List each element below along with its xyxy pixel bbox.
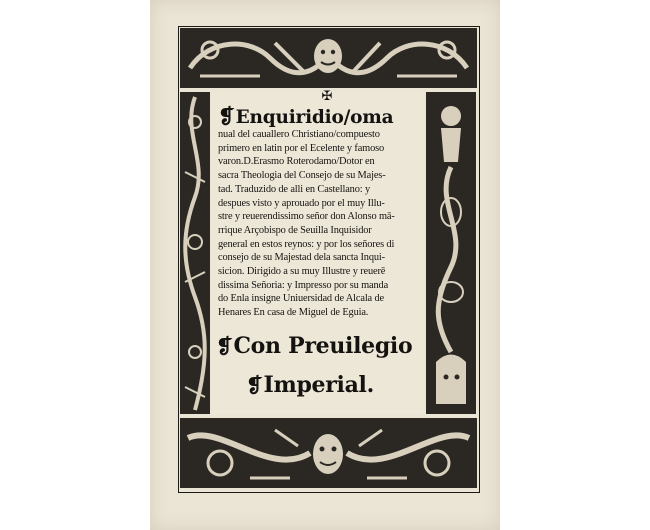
privilege-heading (216, 333, 422, 359)
book-title-text: Enquiridio/oma (235, 107, 394, 128)
description-line: despues visto y aprouado por el muy Illu- (218, 197, 385, 209)
description-line: varon.D.Erasmo Roterodamo/Dotor en (218, 156, 375, 168)
pilcrow-icon: ❡ (218, 104, 235, 128)
pilcrow-icon: ❡ (246, 373, 263, 397)
woodcut-ornament-icon (180, 92, 210, 414)
description-line: rrique Arçobispo de Seuilla Inquisidor (218, 224, 372, 236)
imperial-heading (246, 372, 406, 398)
woodcut-top-border (180, 28, 477, 88)
book-page (150, 0, 500, 530)
woodcut-ornament-icon (180, 418, 477, 488)
description-line: Henares En casa de Miguel de Eguia. (218, 307, 369, 319)
description-line: sicion. Dirigido a su muy Illustre y reuerē (218, 266, 386, 278)
description-line: do Enla insigne Uniuersidad de Alcala de (218, 293, 384, 305)
title-description (218, 128, 422, 320)
description-line: primero en latin por el Ecelente y famoso (218, 142, 385, 154)
imperial-text: Imperial. (263, 372, 374, 398)
description-line: stre y reuerendissimo señor don Alonso mā- (218, 211, 395, 223)
pilcrow-icon: ❡ (216, 334, 233, 358)
description-line: tad. Traduzido de alli en Castellano: y (218, 183, 371, 195)
woodcut-ornament-icon (180, 28, 477, 88)
description-line: dissima Señoria: y Impresso por su manda (218, 279, 389, 291)
description-line: consejo de su Majestad dela sancta Inqui- (218, 252, 385, 264)
woodcut-right-border (426, 92, 476, 414)
woodcut-left-border (180, 92, 210, 414)
description-line: general en estos reynos: y por los señores di (218, 238, 395, 250)
cross-icon: ✠ (321, 89, 333, 104)
book-title (218, 104, 422, 128)
description-line: sacra Theologia del Consejo de su Majes- (218, 170, 386, 182)
woodcut-bottom-border (180, 418, 477, 488)
description-line: nual del cauallero Christiano/compuesto (218, 129, 380, 140)
woodcut-ornament-icon (426, 92, 476, 414)
privilege-text: Con Preuilegio (233, 333, 413, 359)
